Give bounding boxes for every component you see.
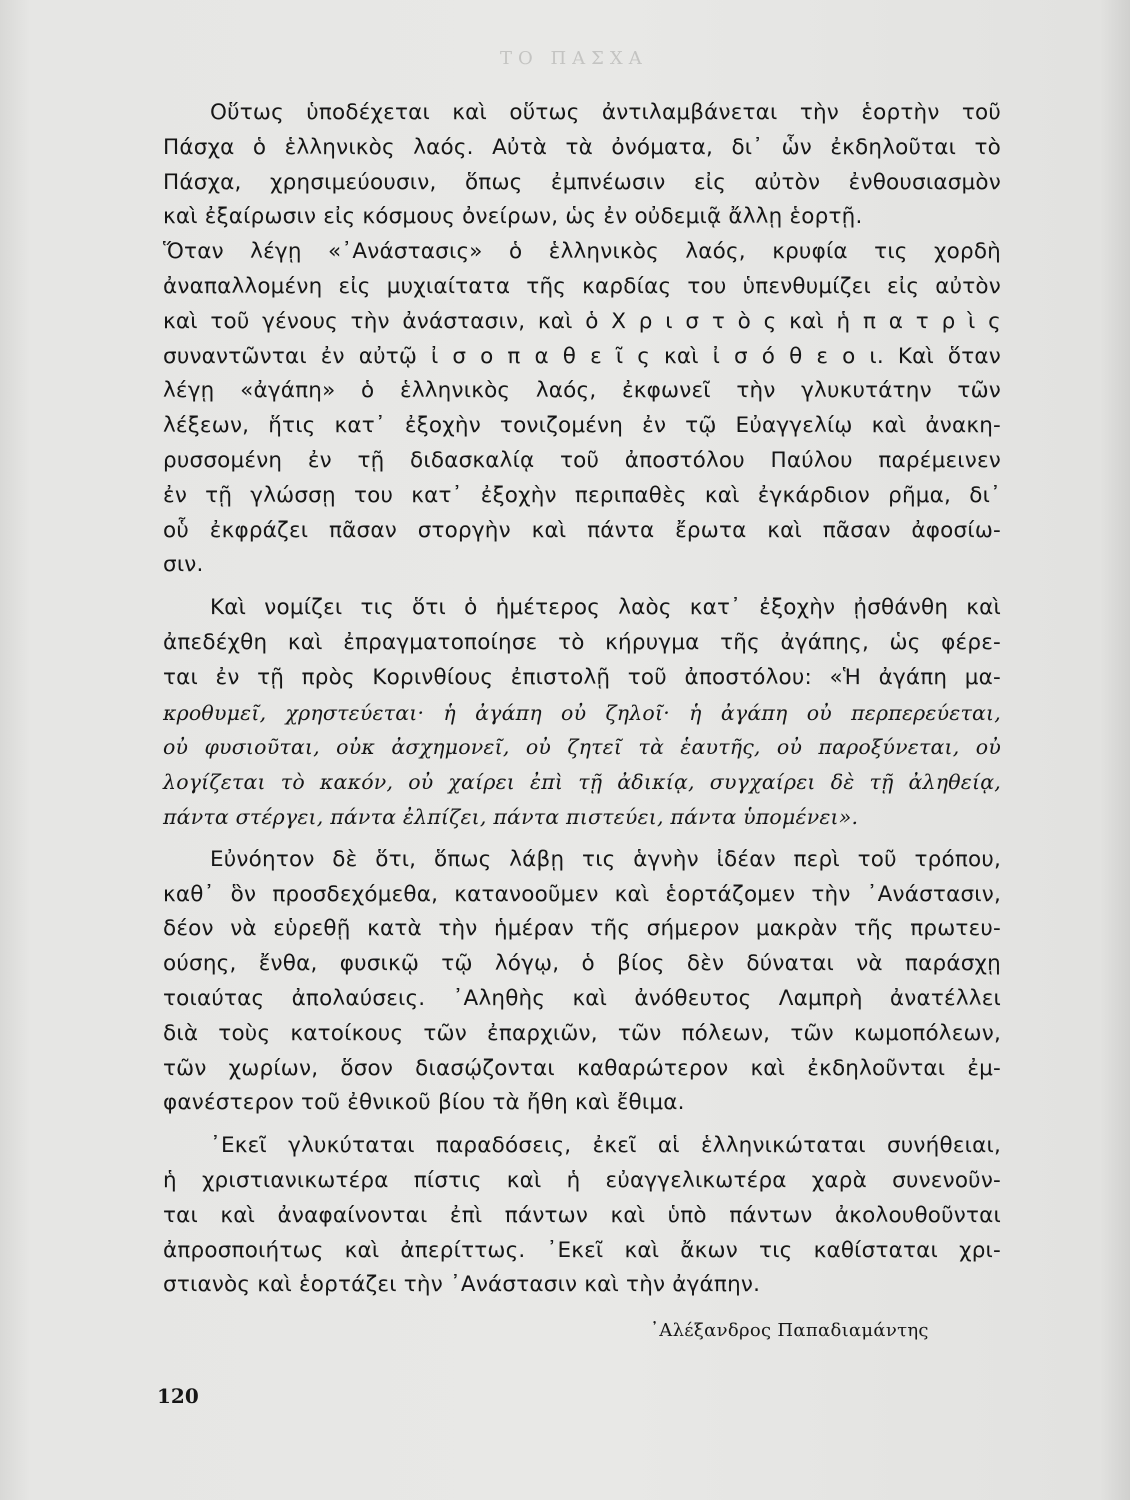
text-line: οὗ ἐκφράζει πᾶσαν στοργὴν καὶ πάντα ἔρωτα καὶ πᾶσαν ἀφοσίω- — [163, 517, 1001, 543]
text-line: λέγῃ «ἀγάπη» ὁ ἑλληνικὸς λαός, ἐκφωνεῖ τὴν γλυκυτάτην τῶν — [163, 378, 1001, 404]
text-line: συναντῶνται ἐν αὐτῷ ἰ σ ο π α θ ε ῖ ς καὶ ἰ σ ό θ ε ο ι. Καὶ ὅταν — [163, 343, 1001, 369]
author-signature: ᾽Αλέξανδρος Παπαδιαμάντης — [650, 1320, 929, 1341]
text-line: τῶν χωρίων, ὅσον διασῴζονται καθαρώτερον καὶ ἐκδηλοῦνται ἐμ- — [163, 1055, 1001, 1081]
text-line: ἐν τῇ γλώσσῃ του κατ᾽ ἐξοχὴν περιπαθὲς καὶ ἐγκάρδιον ρῆμα, δι᾽ — [163, 482, 1001, 508]
text-line: Ὅταν λέγῃ «᾽Ανάστασις» ὁ ἑλληνικὸς λαός, κρυφία τις χορδὴ — [163, 239, 1001, 265]
text-line: φανέστερον τοῦ ἐθνικοῦ βίου τὰ ἤθη καὶ ἔθιμα. — [163, 1090, 685, 1116]
running-head-bleed: ΤΟ ΠΑΣΧΑ — [500, 48, 648, 69]
quote-line: λογίζεται τὸ κακόν, οὐ χαίρει ἐπὶ τῇ ἀδικίᾳ, συγχαίρει δὲ τῇ ἀληθείᾳ, — [163, 770, 1001, 795]
text-line: ἀναπαλλομένη εἰς μυχιαίτατα τῆς καρδίας του ὑπενθυμίζει εἰς αὐτὸν — [163, 273, 1001, 299]
text-line: καὶ ἐξαίρωσιν εἰς κόσμους ὀνείρων, ὡς ἐν οὐδεμιᾷ ἄλλῃ ἑορτῇ. — [163, 204, 863, 230]
text-line: καὶ τοῦ γένους τὴν ἀνάστασιν, καὶ ὁ Χ ρ ι σ τ ὸ ς καὶ ἡ π α τ ρ ὶ ς — [163, 308, 1001, 334]
text-line: διὰ τοὺς κατοίκους τῶν ἐπαρχιῶν, τῶν πόλεων, τῶν κωμοπόλεων, — [163, 1020, 1001, 1046]
text-line: καθ᾽ ὃν προσδεχόμεθα, κατανοοῦμεν καὶ ἑορτάζομεν τὴν ᾽Ανάστασιν, — [163, 881, 1001, 907]
text-line: ἀπροσποιήτως καὶ ἀπερίττως. ᾽Εκεῖ καὶ ἄκων τις καθίσταται χρι- — [163, 1237, 1001, 1263]
text-line: δέον νὰ εὑρεθῇ κατὰ τὴν ἡμέραν τῆς σήμερον μακρὰν τῆς πρωτευ- — [163, 916, 1001, 942]
text-line: ται καὶ ἀναφαίνονται ἐπὶ πάντων καὶ ὑπὸ πάντων ἀκολουθοῦνται — [163, 1202, 1001, 1228]
body-text — [163, 96, 1001, 1303]
text-line: ούσης, ἔνθα, φυσικῷ τῷ λόγῳ, ὁ βίος δὲν δύναται νὰ παράσχῃ — [163, 951, 1001, 977]
text-line: ρυσσομένη ἐν τῇ διδασκαλίᾳ τοῦ ἀποστόλου Παύλου παρέμεινεν — [163, 447, 1001, 473]
page-number: 120 — [157, 1384, 199, 1408]
text-line: ται ἐν τῇ πρὸς Κορινθίους ἐπιστολῇ τοῦ ἀποστόλου: «Ἡ ἀγάπη μα- — [163, 664, 1001, 690]
text-line: ᾽Εκεῖ γλυκύταται παραδόσεις, ἐκεῖ αἱ ἑλληνικώταται συνήθειαι, — [210, 1133, 1001, 1159]
text-line: Πάσχα, χρησιμεύουσιν, ὅπως ἐμπνέωσιν εἰς αὐτὸν ἐνθουσιασμὸν — [163, 169, 1001, 195]
quote-line: κροθυμεῖ, χρηστεύεται· ἡ ἀγάπη οὐ ζηλοῖ· ἡ ἀγάπη οὐ περπερεύεται, — [163, 700, 1001, 725]
text-line: ἀπεδέχθη καὶ ἐπραγματοποίησε τὸ κήρυγμα τῆς ἀγάπης, ὡς φέρε- — [163, 629, 1001, 655]
text-line: Καὶ νομίζει τις ὅτι ὁ ἡμέτερος λαὸς κατ᾽ ἐξοχὴν ᾐσθάνθη καὶ — [210, 595, 1001, 621]
text-line: Οὕτως ὑποδέχεται καὶ οὕτως ἀντιλαμβάνεται τὴν ἑορτὴν τοῦ — [210, 100, 1001, 125]
text-line: λέξεων, ἥτις κατ᾽ ἐξοχὴν τονιζομένη ἐν τῷ Εὐαγγελίῳ καὶ ἀνακη- — [163, 413, 1001, 439]
quote-line: οὐ φυσιοῦται, οὐκ ἀσχημονεῖ, οὐ ζητεῖ τὰ ἑαυτῆς, οὐ παροξύνεται, οὐ — [163, 735, 1001, 760]
text-line: Εὐνόητον δὲ ὅτι, ὅπως λάβῃ τις ἁγνὴν ἰδέαν περὶ τοῦ τρόπου, — [210, 846, 1001, 872]
quote-line: πάντα στέργει, πάντα ἐλπίζει, πάντα πιστεύει, πάντα ὑπομένει». — [163, 804, 859, 829]
text-line: σιν. — [163, 552, 204, 578]
text-line: ἡ χριστιανικωτέρα πίστις καὶ ἡ εὐαγγελικωτέρα χαρὰ συνενοῦν- — [163, 1167, 1001, 1193]
text-line: τοιαύτας ἀπολαύσεις. ᾽Αληθὴς καὶ ἀνόθευτος Λαμπρὴ ἀνατέλλει — [163, 985, 1001, 1011]
text-line: Πάσχα ὁ ἑλληνικὸς λαός. Αὐτὰ τὰ ὀνόματα, δι᾽ ὧν ἐκδηλοῦται τὸ — [163, 134, 1001, 160]
text-line: στιανὸς καὶ ἑορτάζει τὴν ᾽Ανάστασιν καὶ τὴν ἀγάπην. — [163, 1272, 761, 1298]
